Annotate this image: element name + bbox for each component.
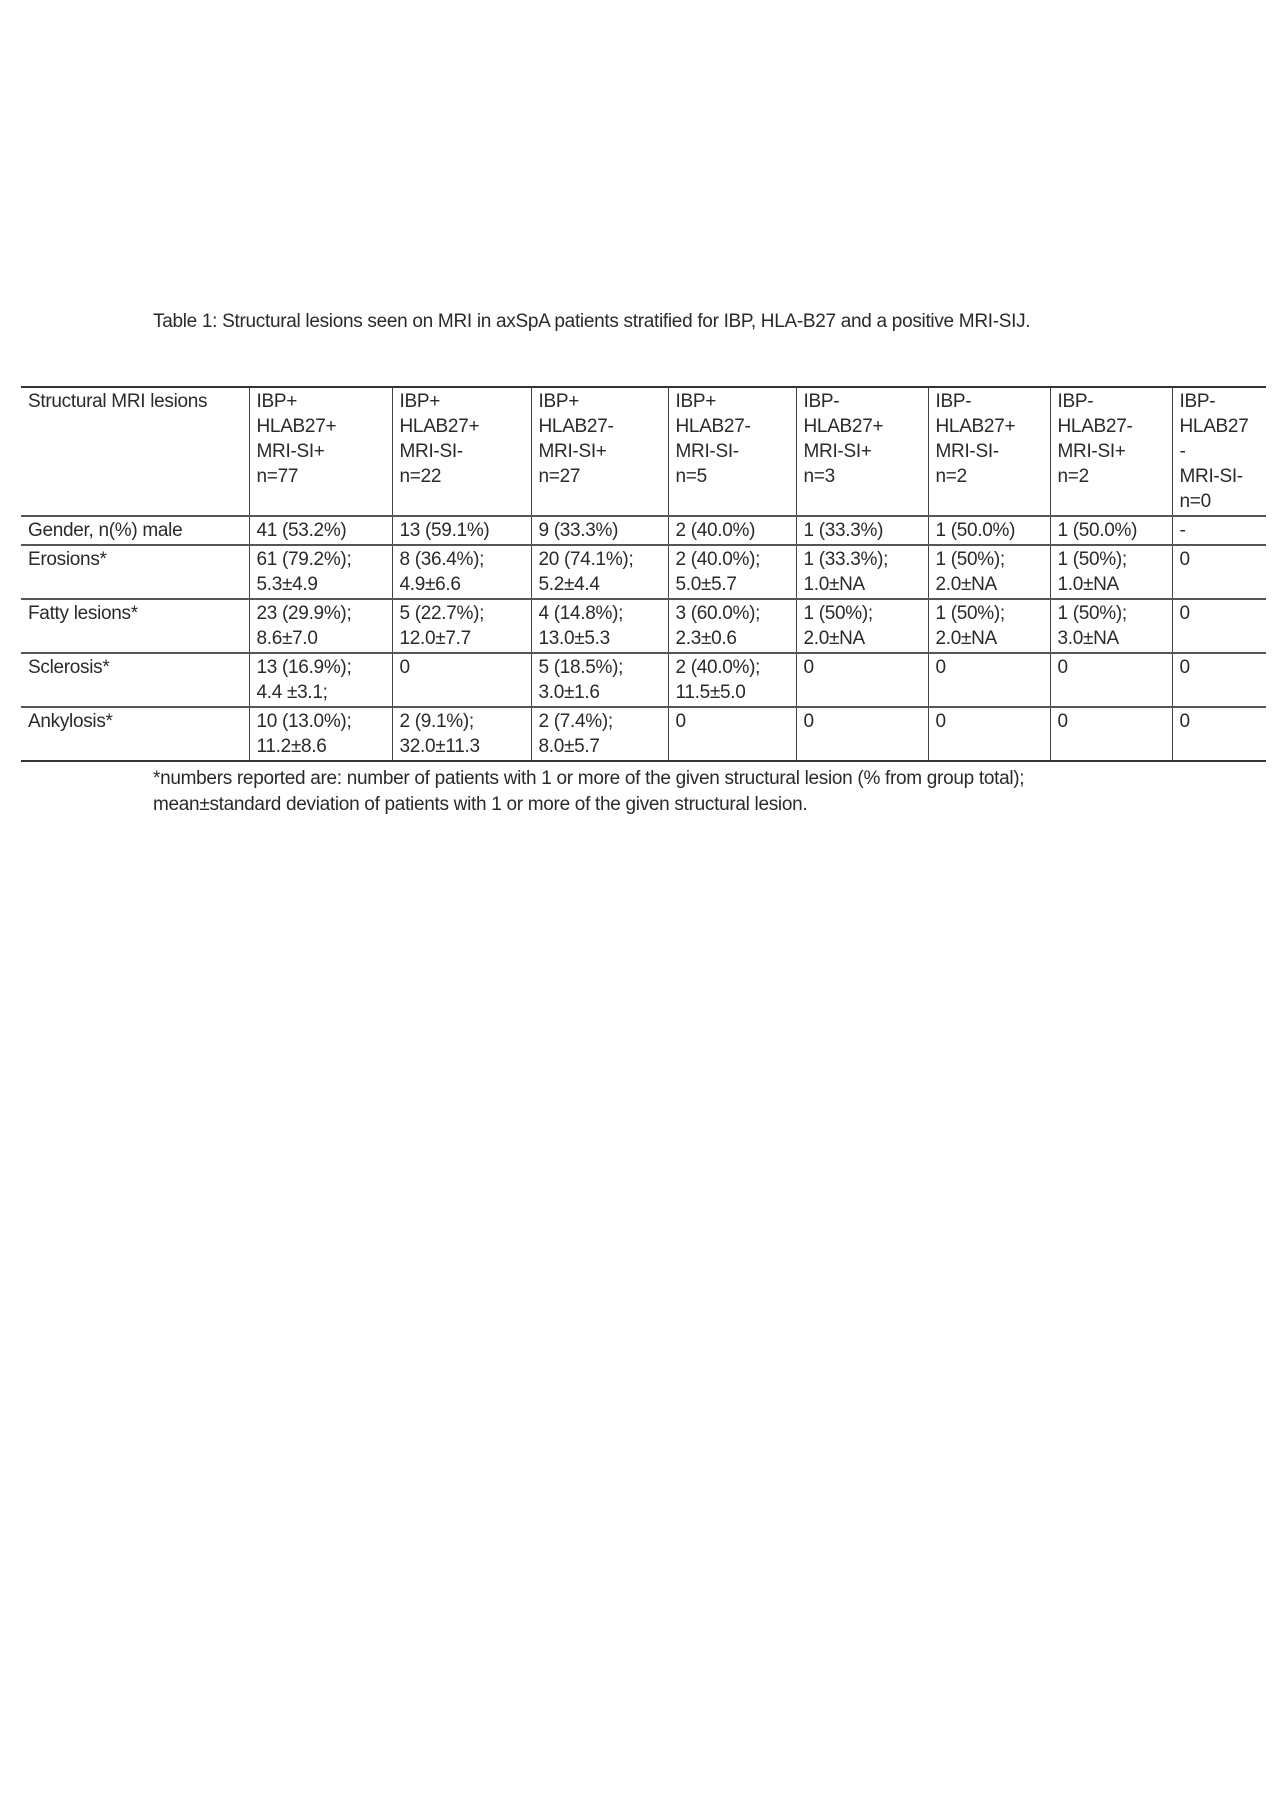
table-cell <box>796 707 928 761</box>
cell-line: HLAB27- <box>1057 416 1133 437</box>
table-cell <box>796 516 928 545</box>
table-block <box>21 386 1266 818</box>
cell-line: HLAB27- <box>538 416 614 437</box>
cell-line: IBP- <box>1057 391 1094 412</box>
structural-lesions-table <box>21 386 1266 762</box>
cell-line: 2 (40.0%); <box>675 657 761 678</box>
table-cell <box>1172 653 1266 707</box>
table-row <box>21 707 1266 761</box>
cell-line: 20 (74.1%); <box>538 549 634 570</box>
cell-line: 2.3±0.6 <box>675 628 737 649</box>
table-cell <box>392 599 531 653</box>
cell-line: n=2 <box>1057 466 1089 487</box>
cell-line: n=77 <box>256 466 299 487</box>
cell-line: 10 (13.0%); <box>256 711 352 732</box>
cell-line: 1 (33.3%) <box>803 520 884 541</box>
cell-line: 4.4 ±3.1; <box>256 682 328 703</box>
cell-line: 2.0±NA <box>935 574 997 595</box>
cell-line: IBP+ <box>675 391 717 412</box>
cell-line: n=5 <box>675 466 707 487</box>
cell-line: n=22 <box>399 466 442 487</box>
cell-line: MRI-SI- <box>935 441 999 462</box>
row-label: Ankylosis* <box>21 707 249 761</box>
cell-line: 5 (18.5%); <box>538 657 624 678</box>
cell-line: 0 <box>1179 603 1190 624</box>
cell-line: 1 (50%); <box>803 603 873 624</box>
cell-line: 0 <box>935 657 946 678</box>
table-cell <box>1172 516 1266 545</box>
cell-line: HLAB27+ <box>256 416 337 437</box>
table-cell <box>928 516 1050 545</box>
cell-line: HLAB27+ <box>803 416 884 437</box>
header-row <box>21 387 1266 516</box>
table-cell <box>928 707 1050 761</box>
table-cell <box>249 653 392 707</box>
table-caption: Table 1: Structural lesions seen on MRI in axSpA patients stratified for IBP, HLA-B27 and a positive MRI-SIJ. <box>153 311 1031 332</box>
cell-line: HLAB27 <box>1179 416 1249 437</box>
cell-line: 1 (50.0%) <box>935 520 1016 541</box>
table-row <box>21 516 1266 545</box>
cell-line: MRI-SI+ <box>803 441 872 462</box>
cell-line: 3 (60.0%); <box>675 603 761 624</box>
cell-line: 1 (50%); <box>1057 549 1127 570</box>
cell-line: 2 (9.1%); <box>399 711 474 732</box>
cell-line: 3.0±NA <box>1057 628 1119 649</box>
table-cell <box>668 599 796 653</box>
group-header <box>668 387 796 516</box>
cell-line: 5.3±4.9 <box>256 574 318 595</box>
table-cell <box>1050 516 1172 545</box>
row-label: Fatty lesions* <box>21 599 249 653</box>
table-cell <box>249 516 392 545</box>
table-cell <box>249 707 392 761</box>
cell-line: 11.5±5.0 <box>675 682 746 703</box>
table-cell <box>1172 599 1266 653</box>
table-cell <box>531 653 668 707</box>
cell-line: 2.0±NA <box>935 628 997 649</box>
cell-line: MRI-SI+ <box>1057 441 1126 462</box>
cell-line: 4 (14.8%); <box>538 603 624 624</box>
cell-line: MRI-SI+ <box>256 441 325 462</box>
cell-line: 41 (53.2%) <box>256 520 347 541</box>
cell-line: 8.0±5.7 <box>538 736 600 757</box>
cell-line: 11.2±8.6 <box>256 736 327 757</box>
cell-line: MRI-SI- <box>675 441 739 462</box>
cell-line: 12.0±7.7 <box>399 628 471 649</box>
row-label: Sclerosis* <box>21 653 249 707</box>
cell-line: 13 (16.9%); <box>256 657 352 678</box>
cell-line: 13.0±5.3 <box>538 628 610 649</box>
group-header <box>796 387 928 516</box>
cell-line: 4.9±6.6 <box>399 574 461 595</box>
group-header <box>531 387 668 516</box>
table-cell <box>1050 707 1172 761</box>
group-header <box>928 387 1050 516</box>
cell-line: 0 <box>399 657 410 678</box>
cell-line: 13 (59.1%) <box>399 520 490 541</box>
cell-line: - <box>1179 441 1186 462</box>
cell-line: - <box>1179 520 1186 541</box>
table-cell <box>1050 599 1172 653</box>
cell-line: HLAB27+ <box>399 416 480 437</box>
cell-line: MRI-SI+ <box>538 441 607 462</box>
table-cell <box>796 545 928 599</box>
table-cell <box>796 599 928 653</box>
table-footnote: *numbers reported are: number of patients with 1 or more of the given structural lesion (% from group total); mean±standard deviation of patients with 1 or more of the given structural lesion. <box>153 768 1025 815</box>
cell-line: 5 (22.7%); <box>399 603 485 624</box>
table-cell <box>392 516 531 545</box>
table-cell <box>1050 653 1172 707</box>
cell-line: IBP+ <box>538 391 580 412</box>
table-cell <box>668 707 796 761</box>
cell-line: IBP- <box>935 391 972 412</box>
cell-line: 1.0±NA <box>1057 574 1119 595</box>
group-header <box>249 387 392 516</box>
table-cell <box>531 545 668 599</box>
cell-line: n=2 <box>935 466 967 487</box>
table-cell <box>392 545 531 599</box>
row-label: Gender, n(%) male <box>21 516 249 545</box>
cell-line: 32.0±11.3 <box>399 736 480 757</box>
cell-line: 1 (50%); <box>1057 603 1127 624</box>
cell-line: 8.6±7.0 <box>256 628 318 649</box>
cell-line: 5.0±5.7 <box>675 574 737 595</box>
cell-line: 1 (33.3%); <box>803 549 889 570</box>
cell-line: 9 (33.3%) <box>538 520 619 541</box>
table-row <box>21 545 1266 599</box>
group-header <box>392 387 531 516</box>
cell-line: 0 <box>675 711 686 732</box>
table-cell <box>392 707 531 761</box>
cell-line: 2 (7.4%); <box>538 711 613 732</box>
table-cell <box>928 653 1050 707</box>
cell-line: 0 <box>1057 657 1068 678</box>
cell-line: 0 <box>1179 657 1190 678</box>
table-cell <box>531 599 668 653</box>
cell-line: MRI-SI- <box>1179 466 1243 487</box>
cell-line: 2.0±NA <box>803 628 865 649</box>
table-cell <box>1172 545 1266 599</box>
cell-line: n=27 <box>538 466 581 487</box>
cell-line: 3.0±1.6 <box>538 682 600 703</box>
cell-line: 61 (79.2%); <box>256 549 352 570</box>
table-cell <box>668 653 796 707</box>
table-cell <box>531 707 668 761</box>
table-row <box>21 653 1266 707</box>
cell-line: 0 <box>1179 549 1190 570</box>
cell-line: IBP+ <box>256 391 298 412</box>
cell-line: 0 <box>1057 711 1068 732</box>
table-cell <box>928 599 1050 653</box>
cell-line: n=0 <box>1179 491 1211 512</box>
cell-line: n=3 <box>803 466 835 487</box>
table-cell <box>392 653 531 707</box>
table-cell <box>928 545 1050 599</box>
cell-line: 1 (50%); <box>935 603 1005 624</box>
cell-line: 1 (50%); <box>935 549 1005 570</box>
cell-line: IBP- <box>803 391 840 412</box>
cell-line: 1.0±NA <box>803 574 865 595</box>
cell-line: 0 <box>1179 711 1190 732</box>
cell-line: MRI-SI- <box>399 441 463 462</box>
group-header <box>1050 387 1172 516</box>
table-cell <box>249 599 392 653</box>
cell-line: 0 <box>935 711 946 732</box>
table-cell <box>668 516 796 545</box>
table-cell <box>531 516 668 545</box>
cell-line: 0 <box>803 711 814 732</box>
table-cell <box>249 545 392 599</box>
cell-line: 0 <box>803 657 814 678</box>
table-cell <box>1172 707 1266 761</box>
cell-line: 23 (29.9%); <box>256 603 352 624</box>
cell-line: IBP+ <box>399 391 441 412</box>
table-cell <box>1050 545 1172 599</box>
cell-line: 8 (36.4%); <box>399 549 485 570</box>
cell-line: HLAB27- <box>675 416 751 437</box>
row-label: Erosions* <box>21 545 249 599</box>
cell-line: 1 (50.0%) <box>1057 520 1138 541</box>
table-cell <box>668 545 796 599</box>
table-cell <box>796 653 928 707</box>
cell-line: 2 (40.0%); <box>675 549 761 570</box>
cell-line: 2 (40.0%) <box>675 520 756 541</box>
group-header <box>1172 387 1266 516</box>
table-row <box>21 599 1266 653</box>
header-label: Structural MRI lesions <box>21 387 249 516</box>
cell-line: 5.2±4.4 <box>538 574 600 595</box>
cell-line: IBP- <box>1179 391 1216 412</box>
cell-line: HLAB27+ <box>935 416 1016 437</box>
